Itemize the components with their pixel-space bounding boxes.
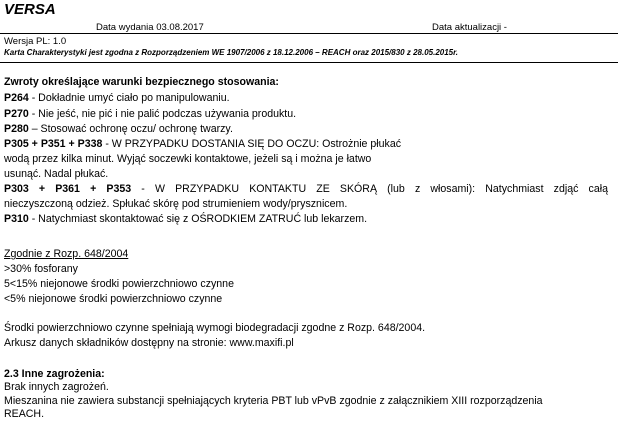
detergents-heading: Zgodnie z Rozp. 648/2004 bbox=[4, 248, 129, 260]
code-p305: P305 + P351 + P338 bbox=[4, 138, 103, 150]
composition-item: <5% niejonowe środki powierzchniowo czynne bbox=[4, 293, 223, 305]
version-label: Wersja PL: 1.0 bbox=[4, 36, 67, 47]
statement-p264 bbox=[4, 92, 230, 104]
text-p310: - Natychmiast skontaktować się z OŚRODKIEM ZATRUĆ lub lekarzem. bbox=[28, 213, 368, 225]
other-hazards-line: REACH. bbox=[4, 408, 45, 420]
statement-p310 bbox=[4, 213, 367, 225]
other-hazards-line: Brak innych zagrożeń. bbox=[4, 381, 109, 393]
compliance-statement: Karta Charakterystyki jest zgodna z Rozporządzeniem WE 1907/2006 z 18.12.2006 – REACH oraz 2015/830 z 28.05.2015r. bbox=[4, 48, 459, 57]
statement-p270 bbox=[4, 108, 296, 120]
ingredients-sheet-statement: Arkusz danych składników dostępny na stronie: www.maxifi.pl bbox=[4, 337, 294, 349]
statement-p303 bbox=[4, 183, 608, 195]
code-p303: P303 + P361 + P353 bbox=[4, 183, 132, 195]
text-p280: – Stosować ochronę oczu/ ochronę twarzy. bbox=[28, 123, 233, 135]
composition-item: 5<15% niejonowe środki powierzchniowo czynne bbox=[4, 278, 234, 290]
code-p270: P270 bbox=[4, 108, 29, 120]
text-p270: - Nie jeść, nie pić i nie palić podczas używania produktu. bbox=[28, 108, 297, 120]
text-p305-line2: wodą przez kilka minut. Wyjąć soczewki kontaktowe, jeżeli są i można je łatwo bbox=[4, 153, 372, 165]
text-p303-line2: nieczyszczoną odzież. Spłukać skórę pod strumieniem wody/prysznicem. bbox=[4, 198, 348, 210]
other-hazards-line: Mieszanina nie zawiera substancji spełniających kryteria PBT lub vPvB zgodnie z załącznikiem XIII rozporządzenia bbox=[4, 395, 543, 407]
update-date: Data aktualizacji - bbox=[432, 22, 507, 33]
text-p305-line1: - W PRZYPADKU DOSTANIA SIĘ DO OCZU: Ostrożnie płukać bbox=[102, 138, 402, 150]
document-title: VERSA bbox=[4, 1, 56, 18]
text-p305-line3: usunąć. Nadal płukać. bbox=[4, 168, 109, 180]
code-p280: P280 bbox=[4, 123, 29, 135]
text-p264: - Dokładnie umyć ciało po manipulowaniu. bbox=[28, 92, 230, 104]
code-p310: P310 bbox=[4, 213, 29, 225]
code-p264: P264 bbox=[4, 92, 29, 104]
issue-date: Data wydania 03.08.2017 bbox=[96, 22, 204, 33]
precautions-heading: Zwroty określające warunki bezpiecznego stosowania: bbox=[4, 76, 279, 88]
other-hazards-heading: 2.3 Inne zagrożenia: bbox=[4, 368, 105, 380]
biodegradation-statement: Środki powierzchniowo czynne spełniają wymogi biodegradacji zgodne z Rozp. 648/2004. bbox=[4, 322, 426, 334]
header-bottom-divider bbox=[0, 62, 618, 63]
composition-item: >30% fosforany bbox=[4, 263, 78, 275]
statement-p280 bbox=[4, 123, 233, 135]
text-p303-line1: - W PRZYPADKU KONTAKTU ZE SKÓRĄ (lub z włosami): Natychmiast zdjąć całą bbox=[131, 183, 608, 195]
header-divider bbox=[0, 33, 618, 34]
statement-p305 bbox=[4, 138, 401, 150]
